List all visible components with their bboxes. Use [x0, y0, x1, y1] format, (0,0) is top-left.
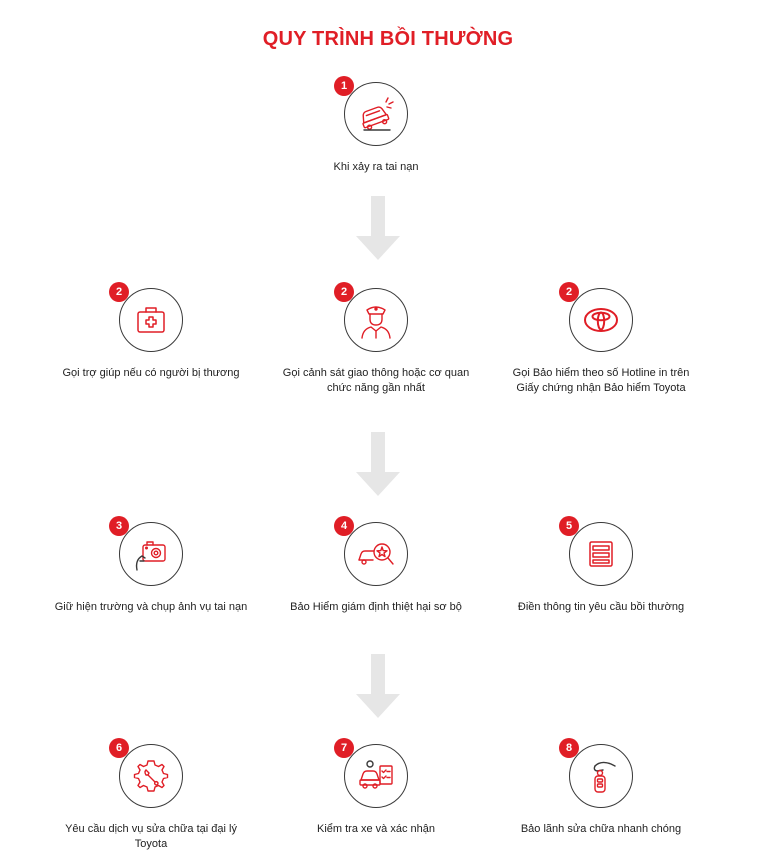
step-icon-circle — [344, 288, 408, 352]
car-key-icon — [581, 756, 621, 796]
checklist-car-icon — [356, 756, 396, 796]
step-label: Bảo Hiểm giám định thiệt hại sơ bộ — [290, 601, 462, 613]
step-label: Gọi Bảo hiểm theo số Hotline in trên Giấy chứng nhận Bảo hiểm Toyota — [512, 367, 690, 394]
step-label: Giữ hiện trường và chụp ảnh vụ tai nạn — [54, 601, 248, 613]
police-officer-icon — [356, 300, 396, 340]
step-label: Khi xảy ra tai nạn — [333, 161, 419, 173]
step-badge: 5 — [559, 516, 579, 536]
wrench-gear-icon — [131, 756, 171, 796]
step-badge: 1 — [334, 76, 354, 96]
step-icon-circle — [344, 82, 408, 146]
step-icon-circle — [569, 288, 633, 352]
step-badge: 7 — [334, 738, 354, 758]
page-title: QUY TRÌNH BỒI THƯỜNG — [262, 28, 514, 50]
toyota-logo-icon — [581, 300, 621, 340]
step-label: Kiểm tra xe và xác nhận — [316, 823, 435, 835]
step-badge: 8 — [559, 738, 579, 758]
down-arrow-icon — [356, 654, 400, 718]
down-arrow-icon — [356, 432, 400, 496]
camera-icon — [131, 534, 171, 574]
step-label: Điền thông tin yêu cầu bồi thường — [517, 601, 685, 613]
step-label: Gọi cảnh sát giao thông hoặc cơ quan chức năng gần nhất — [282, 367, 470, 394]
car-crash-icon — [356, 94, 396, 134]
step-icon-circle — [119, 288, 183, 352]
step-icon-circle — [119, 744, 183, 808]
step-icon-circle — [569, 522, 633, 586]
step-icon-circle — [344, 522, 408, 586]
step-label: Gọi trợ giúp nếu có người bị thương — [62, 367, 240, 379]
step-badge: 2 — [109, 282, 129, 302]
first-aid-kit-icon — [131, 300, 171, 340]
step-badge: 2 — [334, 282, 354, 302]
step-badge: 2 — [559, 282, 579, 302]
step-label: Yêu cầu dịch vụ sửa chữa tại đại lý Toyota — [65, 823, 237, 850]
form-icon — [581, 534, 621, 574]
step-icon-circle — [344, 744, 408, 808]
step-icon-circle — [569, 744, 633, 808]
step-badge: 3 — [109, 516, 129, 536]
step-badge: 6 — [109, 738, 129, 758]
step-badge: 4 — [334, 516, 354, 536]
down-arrow-icon — [356, 196, 400, 260]
car-inspection-icon — [356, 534, 396, 574]
step-icon-circle — [119, 522, 183, 586]
step-label: Bảo lãnh sửa chữa nhanh chóng — [520, 823, 682, 835]
